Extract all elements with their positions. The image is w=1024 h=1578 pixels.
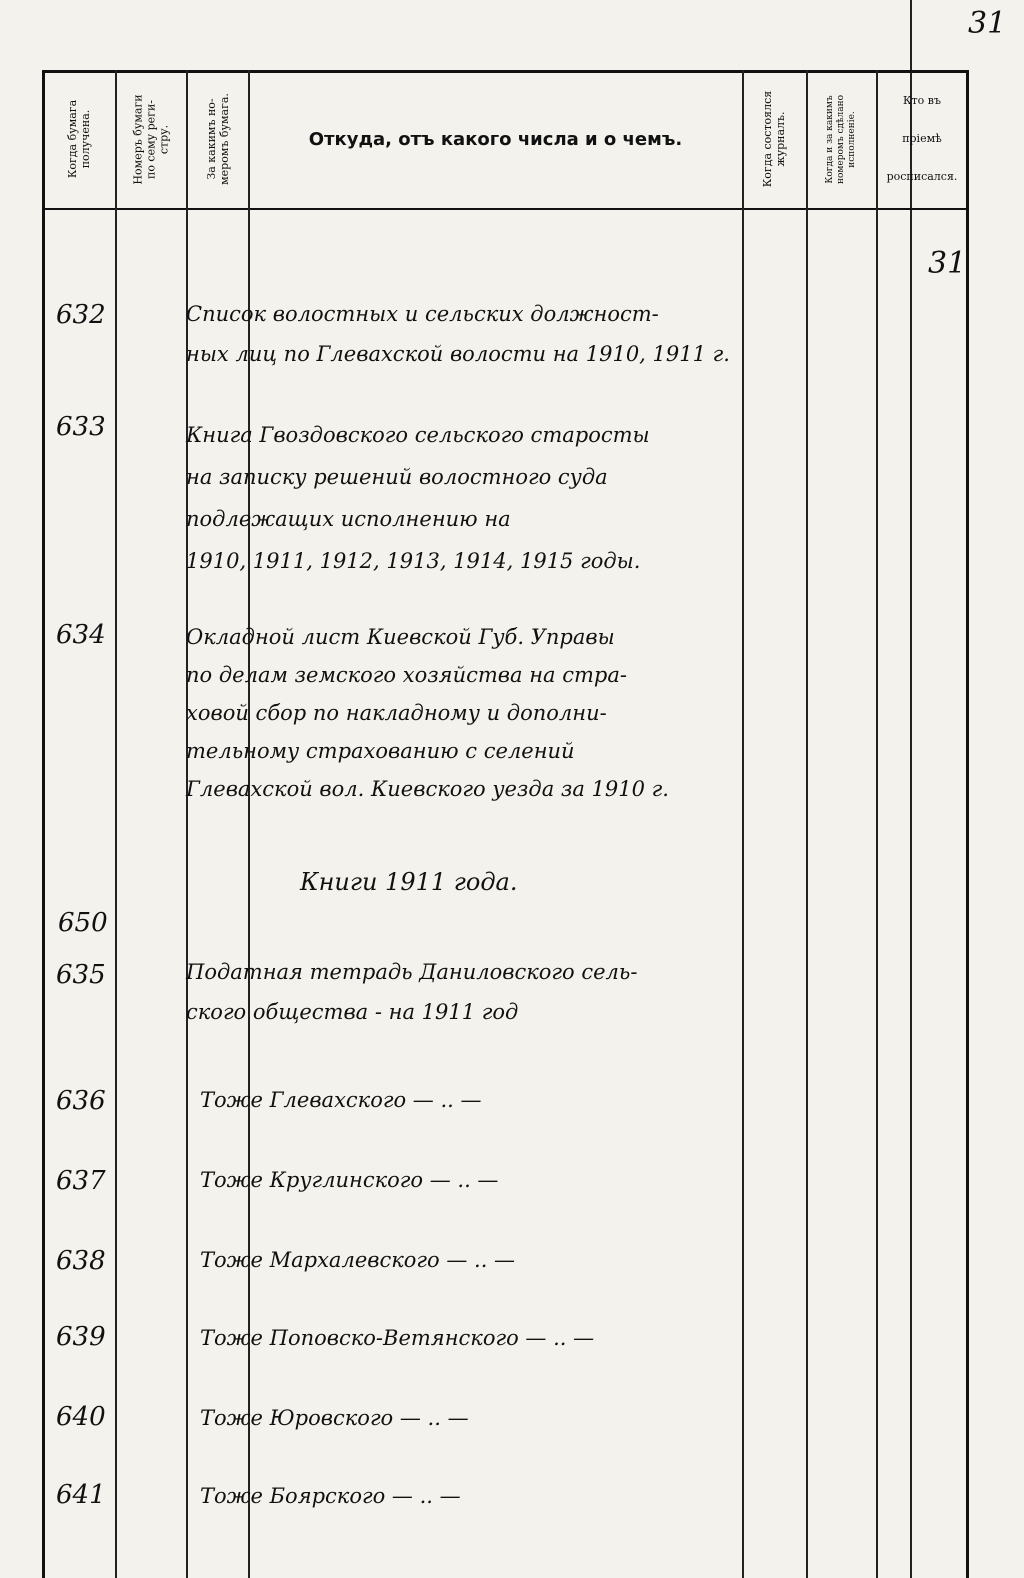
column-divider [42,70,45,1578]
column-divider [115,70,117,1578]
binding-edge [910,0,912,1578]
entry-text: Окладной лист Киевской Губ. Управы по делам земского хозяйства на стра- ховой сбор по накладному и дополни- тельному страхованию с селений Глевахской вол. Киевского уезда за 1910 г. [186,625,669,801]
column-divider [806,70,808,1578]
header-journal-date: Когда состоялся журналъ. [761,90,788,188]
entry-number: 633 [56,412,106,442]
entry-text: Тоже Круглинского — .. — [200,1168,499,1192]
entry-number: 635 [56,960,106,990]
corner-number: 31 [928,246,967,281]
entry-number: 636 [56,1086,106,1116]
entry-number: 632 [56,300,106,330]
header-paper-number: За какимъ но- меромъ бумага. [204,93,231,185]
header-main: Откуда, отъ какого числа и о чемъ. [308,128,683,150]
entry-text: Книга Гвоздовского сельского старосты на записку решений волостного суда подлежащих исполнению на 1910, 1911, 1912, 1913, 1914, 1915 годы. [186,423,650,573]
entry-text: Тоже Юровского — .. — [200,1406,469,1430]
table-top-border [42,70,968,73]
header-rule [42,208,968,210]
entry-text: Податная тетрадь Даниловского сель- ского общества - на 1911 год [186,960,638,1024]
entry-text: Список волостных и сельских должност- ных лиц по Глевахской волости на 1910, 1911 г. [186,302,730,366]
entry-number: 639 [56,1322,106,1352]
header-execution: Когда и за какимъ номеромъ сдѣлано исполненіе. [825,94,857,184]
entry-number: 640 [56,1402,106,1432]
column-divider [876,70,878,1578]
header-date-received: Когда бумага получена. [66,99,93,179]
entry-number: 638 [56,1246,106,1276]
page-number: 31 [968,6,1007,41]
entry-number: 637 [56,1166,106,1196]
column-divider [966,70,969,1578]
header-register-number: Номеръ бумаги по сему реги- стру. [131,93,171,185]
entry-text: Тоже Глевахского — .. — [200,1088,482,1112]
entry-text: Тоже Боярского — .. — [200,1484,461,1508]
entry-number: 634 [56,620,106,650]
entry-text: Тоже Поповско-Ветянского — .. — [200,1326,595,1350]
section-title: Книги 1911 года. [300,868,518,896]
entry-number: 641 [56,1480,106,1510]
header-signed-by: Кто въ пріемѣ росписался. [886,94,958,183]
entry-text: Тоже Мархалевского — .. — [200,1248,516,1272]
section-mark: 650 [58,908,108,938]
